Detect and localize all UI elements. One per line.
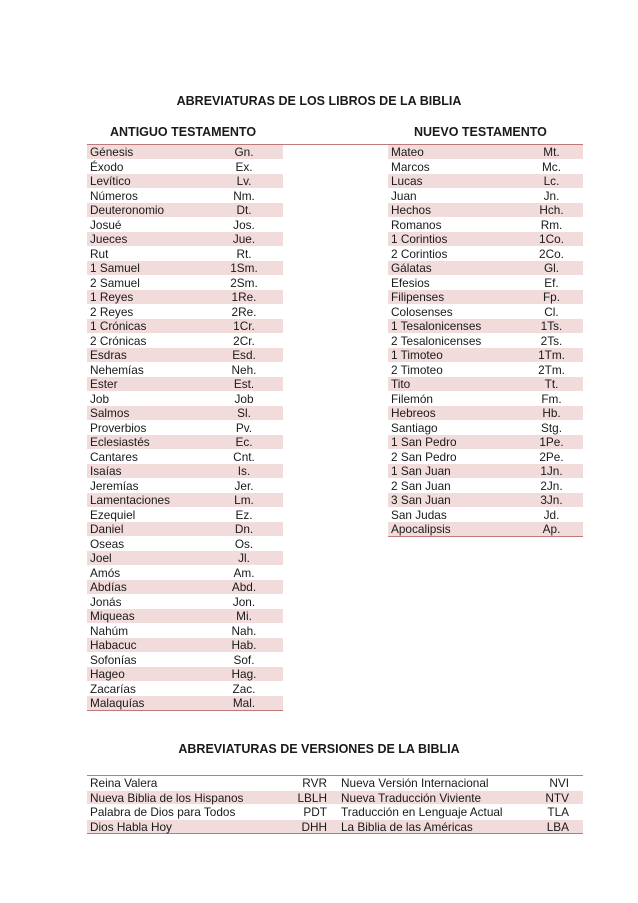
nt-row — [388, 522, 583, 537]
ot-row — [87, 232, 283, 247]
ot-book-name: Génesis — [90, 145, 134, 159]
ot-book-name: 2 Crónicas — [90, 333, 147, 348]
ot-row — [87, 290, 283, 305]
ot-book-name: Lamentaciones — [90, 493, 171, 507]
ot-book-abbr: Neh. — [231, 362, 257, 377]
nt-book-abbr: Mt. — [543, 145, 560, 159]
version-name: La Biblia de las Américas — [341, 819, 473, 834]
ot-row — [87, 696, 283, 711]
ot-book-name: Amós — [90, 565, 121, 580]
nt-row — [388, 247, 583, 262]
nt-book-name: Tito — [391, 377, 411, 391]
ot-book-name: 1 Crónicas — [90, 319, 147, 333]
nt-book-abbr: Fp. — [542, 290, 561, 304]
version-name: Nueva Traducción Viviente — [341, 790, 482, 805]
ot-book-abbr: 2Sm. — [230, 275, 258, 290]
ot-book-abbr: Abd. — [231, 580, 257, 594]
ot-book-abbr: Jl. — [238, 551, 250, 565]
ot-book-abbr: Os. — [234, 536, 254, 551]
ot-row — [87, 435, 283, 450]
nt-book-abbr: Gl. — [543, 261, 560, 275]
version-row — [87, 805, 583, 820]
nt-row — [388, 305, 583, 320]
nt-book-abbr: 1Co. — [539, 232, 564, 246]
version-name: Traducción en Lenguaje Actual — [341, 805, 503, 820]
ot-book-name: Abdías — [90, 580, 127, 594]
nt-row — [388, 508, 583, 523]
nt-book-name: 1 San Pedro — [391, 435, 457, 449]
nt-book-name: Mateo — [391, 145, 424, 159]
nt-book-name: 1 San Juan — [391, 464, 451, 478]
nt-book-abbr: 1Jn. — [540, 464, 563, 478]
ot-book-abbr: Nah. — [231, 623, 257, 638]
version-row — [87, 791, 583, 806]
ot-book-abbr: Nm. — [233, 188, 255, 203]
ot-book-name: Zacarías — [90, 681, 136, 696]
ot-book-name: Ezequiel — [90, 507, 136, 522]
ot-book-abbr: Pv. — [235, 420, 253, 435]
ot-row — [87, 551, 283, 566]
ot-book-name: 2 Reyes — [90, 304, 134, 319]
title-versions: ABREVIATURAS DE VERSIONES DE LA BIBLIA — [178, 742, 460, 756]
ot-book-name: Josué — [90, 217, 122, 232]
nt-book-name: San Judas — [391, 507, 447, 522]
nt-book-name: Colosenses — [391, 304, 453, 319]
ot-book-abbr: Ec. — [235, 435, 253, 449]
nt-book-abbr: 2Co. — [539, 246, 564, 261]
ot-row — [87, 624, 283, 639]
new-testament-table — [388, 145, 583, 537]
ot-row — [87, 145, 283, 160]
ot-book-abbr: Ex. — [235, 159, 253, 174]
ot-row — [87, 160, 283, 175]
ot-book-abbr: Est. — [233, 377, 255, 391]
ot-row — [87, 421, 283, 436]
ot-book-name: Salmos — [90, 406, 130, 420]
nt-row — [388, 145, 583, 160]
ot-row — [87, 450, 283, 465]
ot-book-name: Hageo — [90, 667, 125, 681]
version-row — [87, 776, 583, 791]
ot-book-abbr: Dt. — [236, 203, 252, 217]
old-testament-table — [87, 145, 283, 711]
nt-row — [388, 479, 583, 494]
ot-book-name: Jueces — [90, 232, 128, 246]
nt-row — [388, 377, 583, 392]
ot-row — [87, 609, 283, 624]
ot-book-abbr: Hag. — [231, 667, 257, 681]
ot-book-abbr: Mal. — [232, 696, 256, 710]
nt-row — [388, 334, 583, 349]
ot-book-abbr: Jos. — [233, 217, 255, 232]
nt-book-abbr: 1Ts. — [540, 319, 563, 333]
ot-book-name: Ester — [90, 377, 118, 391]
ot-row — [87, 203, 283, 218]
nt-book-name: 2 Corintios — [391, 246, 448, 261]
nt-book-name: Juan — [391, 188, 417, 203]
ot-row — [87, 348, 283, 363]
ot-book-name: Oseas — [90, 536, 125, 551]
nt-book-abbr: Hb. — [542, 406, 561, 420]
ot-book-abbr: Rt. — [236, 246, 252, 261]
nt-row — [388, 203, 583, 218]
ot-row — [87, 276, 283, 291]
nt-row — [388, 435, 583, 450]
ot-row — [87, 218, 283, 233]
ot-row — [87, 247, 283, 262]
nt-book-abbr: Tt. — [544, 377, 559, 391]
ot-book-name: Habacuc — [90, 638, 137, 652]
ot-book-abbr: Zac. — [232, 681, 256, 696]
ot-row — [87, 464, 283, 479]
nt-row — [388, 392, 583, 407]
version-abbr: NTV — [545, 790, 569, 805]
nt-book-name: Hebreos — [391, 406, 436, 420]
header-new-testament: NUEVO TESTAMENTO — [414, 125, 547, 139]
ot-book-abbr: Jon. — [232, 594, 256, 609]
version-abbr: RVR — [302, 776, 327, 790]
nt-row — [388, 276, 583, 291]
ot-book-abbr: Jer. — [234, 478, 254, 493]
version-name: Dios Habla Hoy — [90, 819, 172, 834]
ot-row — [87, 377, 283, 392]
ot-book-name: Esdras — [90, 348, 127, 362]
ot-row — [87, 522, 283, 537]
nt-row — [388, 174, 583, 189]
nt-row — [388, 319, 583, 334]
header-old-testament: ANTIGUO TESTAMENTO — [110, 125, 257, 139]
ot-book-name: Números — [90, 188, 138, 203]
ot-book-name: 1 Reyes — [90, 290, 134, 304]
ot-book-abbr: Lv. — [236, 174, 252, 188]
ot-book-abbr: Lm. — [234, 493, 254, 507]
nt-book-name: Santiago — [391, 420, 438, 435]
nt-row — [388, 290, 583, 305]
title-books: ABREVIATURAS DE LOS LIBROS DE LA BIBLIA — [176, 94, 462, 108]
ot-book-name: Job — [90, 391, 110, 406]
version-row — [87, 820, 583, 835]
nt-row — [388, 218, 583, 233]
nt-row — [388, 406, 583, 421]
nt-book-name: Filipenses — [391, 290, 445, 304]
ot-book-name: Eclesiastés — [90, 435, 150, 449]
nt-row — [388, 421, 583, 436]
nt-book-name: 1 Corintios — [391, 232, 448, 246]
ot-book-abbr: Mi. — [236, 609, 252, 623]
ot-book-abbr: 1Sm. — [230, 261, 258, 275]
nt-book-name: Romanos — [391, 217, 442, 232]
ot-row — [87, 493, 283, 508]
version-abbr: DHH — [301, 819, 327, 834]
ot-book-name: Sofonías — [90, 652, 137, 667]
ot-book-name: Isaías — [90, 464, 122, 478]
ot-book-abbr: Esd. — [232, 348, 256, 362]
ot-book-name: Deuteronomio — [90, 203, 165, 217]
version-abbr: LBLH — [297, 790, 327, 805]
nt-book-name: 2 San Juan — [391, 478, 451, 493]
ot-row — [87, 363, 283, 378]
nt-row — [388, 232, 583, 247]
ot-book-abbr: Job — [234, 391, 254, 406]
version-abbr: LBA — [546, 819, 569, 834]
nt-book-abbr: Ap. — [542, 522, 561, 536]
ot-book-name: 1 Samuel — [90, 261, 140, 275]
nt-book-abbr: 2Jn. — [540, 478, 563, 493]
ot-book-name: Malaquías — [90, 696, 145, 710]
nt-book-abbr: Rm. — [540, 217, 563, 232]
ot-book-name: Éxodo — [90, 159, 124, 174]
nt-book-name: Efesios — [391, 275, 430, 290]
ot-row — [87, 479, 283, 494]
nt-row — [388, 261, 583, 276]
ot-book-abbr: Hab. — [231, 638, 257, 652]
nt-row — [388, 348, 583, 363]
ot-book-abbr: Sof. — [233, 652, 255, 667]
nt-book-name: 1 Tesalonicenses — [391, 319, 482, 333]
nt-book-abbr: 1Tm. — [538, 348, 565, 362]
ot-row — [87, 392, 283, 407]
nt-book-name: 2 Tesalonicenses — [391, 333, 482, 348]
ot-book-abbr: 1Re. — [231, 290, 257, 304]
ot-book-name: 2 Samuel — [90, 275, 140, 290]
nt-book-name: 2 San Pedro — [391, 449, 457, 464]
nt-book-abbr: 2Tm. — [538, 362, 565, 377]
ot-book-name: Miqueas — [90, 609, 135, 623]
ot-row — [87, 638, 283, 653]
version-abbr: TLA — [547, 805, 569, 820]
nt-book-abbr: Mc. — [541, 159, 561, 174]
ot-row — [87, 566, 283, 581]
version-name: Reina Valera — [90, 776, 158, 790]
ot-book-name: Daniel — [90, 522, 124, 536]
ot-row — [87, 334, 283, 349]
ot-book-abbr: 1Cr. — [233, 319, 255, 333]
nt-book-name: 3 San Juan — [391, 493, 451, 507]
nt-book-abbr: Jn. — [543, 188, 560, 203]
ot-book-name: Jonás — [90, 594, 122, 609]
ot-row — [87, 595, 283, 610]
nt-book-name: 2 Timoteo — [391, 362, 443, 377]
version-abbr: PDT — [303, 805, 327, 820]
nt-row — [388, 464, 583, 479]
ot-book-abbr: Cnt. — [233, 449, 255, 464]
ot-row — [87, 174, 283, 189]
nt-book-name: Filemón — [391, 391, 433, 406]
ot-book-name: Joel — [90, 551, 112, 565]
nt-book-abbr: Stg. — [541, 420, 562, 435]
nt-book-name: 1 Timoteo — [391, 348, 443, 362]
versions-table — [87, 776, 583, 834]
nt-book-name: Marcos — [391, 159, 430, 174]
ot-row — [87, 406, 283, 421]
ot-book-name: Levítico — [90, 174, 131, 188]
nt-book-abbr: 2Ts. — [540, 333, 563, 348]
nt-book-abbr: 3Jn. — [540, 493, 563, 507]
nt-row — [388, 450, 583, 465]
nt-book-abbr: Fm. — [541, 391, 562, 406]
ot-book-abbr: Am. — [233, 565, 255, 580]
ot-book-name: Nehemías — [90, 362, 144, 377]
ot-book-abbr: Is. — [237, 464, 251, 478]
ot-row — [87, 667, 283, 682]
nt-row — [388, 493, 583, 508]
nt-book-abbr: 1Pe. — [539, 435, 564, 449]
ot-row — [87, 319, 283, 334]
ot-book-abbr: Dn. — [234, 522, 254, 536]
ot-book-name: Cantares — [90, 449, 138, 464]
ot-row — [87, 305, 283, 320]
version-name: Nueva Versión Internacional — [341, 776, 489, 790]
nt-book-abbr: Jd. — [543, 507, 560, 522]
ot-book-name: Jeremías — [90, 478, 139, 493]
ot-book-abbr: Gn. — [234, 145, 254, 159]
nt-book-name: Apocalipsis — [391, 522, 451, 536]
nt-book-name: Lucas — [391, 174, 423, 188]
ot-row — [87, 261, 283, 276]
ot-row — [87, 682, 283, 697]
ot-book-name: Proverbios — [90, 420, 147, 435]
nt-row — [388, 189, 583, 204]
ot-book-abbr: Sl. — [237, 406, 251, 420]
ot-book-name: Nahúm — [90, 623, 129, 638]
ot-book-abbr: Jue. — [232, 232, 256, 246]
nt-book-abbr: Hch. — [539, 203, 564, 217]
ot-book-name: Rut — [90, 246, 109, 261]
ot-row — [87, 508, 283, 523]
ot-row — [87, 653, 283, 668]
ot-row — [87, 189, 283, 204]
nt-book-name: Gálatas — [391, 261, 432, 275]
ot-row — [87, 537, 283, 552]
nt-book-abbr: Cl. — [544, 304, 559, 319]
ot-book-abbr: 2Cr. — [233, 333, 255, 348]
version-name: Nueva Biblia de los Hispanos — [90, 790, 244, 805]
nt-book-abbr: 2Pe. — [539, 449, 564, 464]
ot-book-abbr: 2Re. — [231, 304, 257, 319]
ot-row — [87, 580, 283, 595]
nt-book-name: Hechos — [391, 203, 431, 217]
nt-row — [388, 363, 583, 378]
nt-book-abbr: Ef. — [544, 275, 559, 290]
version-name: Palabra de Dios para Todos — [90, 805, 236, 820]
ot-book-abbr: Ez. — [235, 507, 253, 522]
nt-row — [388, 160, 583, 175]
nt-book-abbr: Lc. — [543, 174, 560, 188]
version-abbr: NVI — [549, 776, 569, 790]
